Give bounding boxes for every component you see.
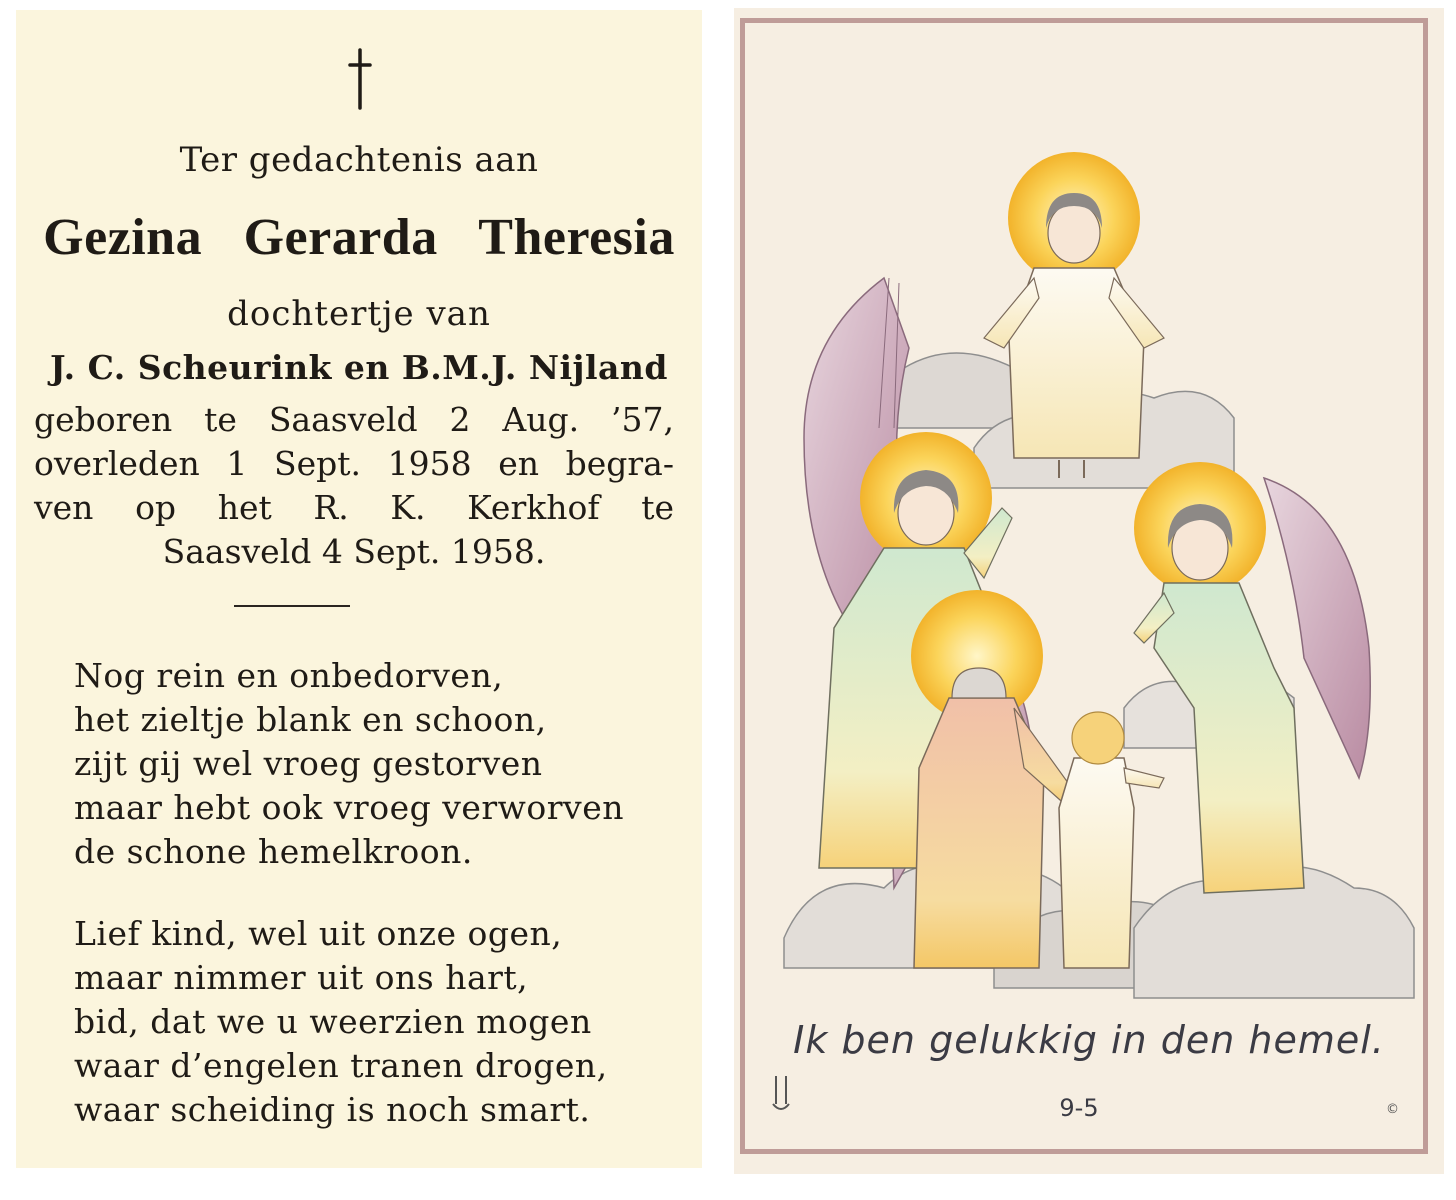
publisher-mark-icon: © xyxy=(1386,1102,1399,1117)
cross-icon xyxy=(346,48,374,110)
poem-line: zijt gij wel vroeg gestorven xyxy=(74,744,543,783)
memorial-text-card xyxy=(16,10,702,1168)
poem-line: maar nimmer uit ons hart, xyxy=(74,958,529,997)
biography-line: geboren te Saasveld 2 Aug. ’57, xyxy=(34,400,674,439)
illustration-card xyxy=(734,8,1444,1174)
poem-line: Nog rein en onbedorven, xyxy=(74,656,504,695)
angels-illustration xyxy=(734,8,1444,1018)
biography-line: ven op het R. K. Kerkhof te xyxy=(34,488,674,527)
biography-line: overleden 1 Sept. 1958 en begra- xyxy=(34,444,674,483)
poem-line: Lief kind, wel uit onze ogen, xyxy=(74,914,563,953)
poem-line: waar d’engelen tranen drogen, xyxy=(74,1046,608,1085)
poem-line: bid, dat we u weerzien mogen xyxy=(74,1002,592,1041)
parents-names: J. C. Scheurink en B.M.J. Nijland xyxy=(50,348,668,387)
deceased-name: Gezina Gerarda Theresia xyxy=(43,209,675,266)
poem-line: de schone hemelkroon. xyxy=(74,832,473,871)
artist-monogram-icon xyxy=(770,1074,792,1114)
biography-block xyxy=(34,398,674,574)
poem-stanza-2 xyxy=(74,912,694,1132)
biography-line: Saasveld 4 Sept. 1958. xyxy=(162,532,546,571)
relation-text: dochtertje van xyxy=(227,294,491,334)
caption-text: Ik ben gelukkig in den hemel. xyxy=(793,1018,1385,1062)
divider-line xyxy=(234,605,350,607)
poem-stanza-1 xyxy=(74,654,694,874)
dedication-text: Ter gedachtenis aan xyxy=(179,140,539,180)
poem-line: maar hebt ook vroeg verworven xyxy=(74,788,624,827)
card-number: 9-5 xyxy=(1059,1094,1099,1122)
poem-line: waar scheiding is noch smart. xyxy=(74,1090,591,1129)
poem-line: het zieltje blank en schoon, xyxy=(74,700,547,739)
